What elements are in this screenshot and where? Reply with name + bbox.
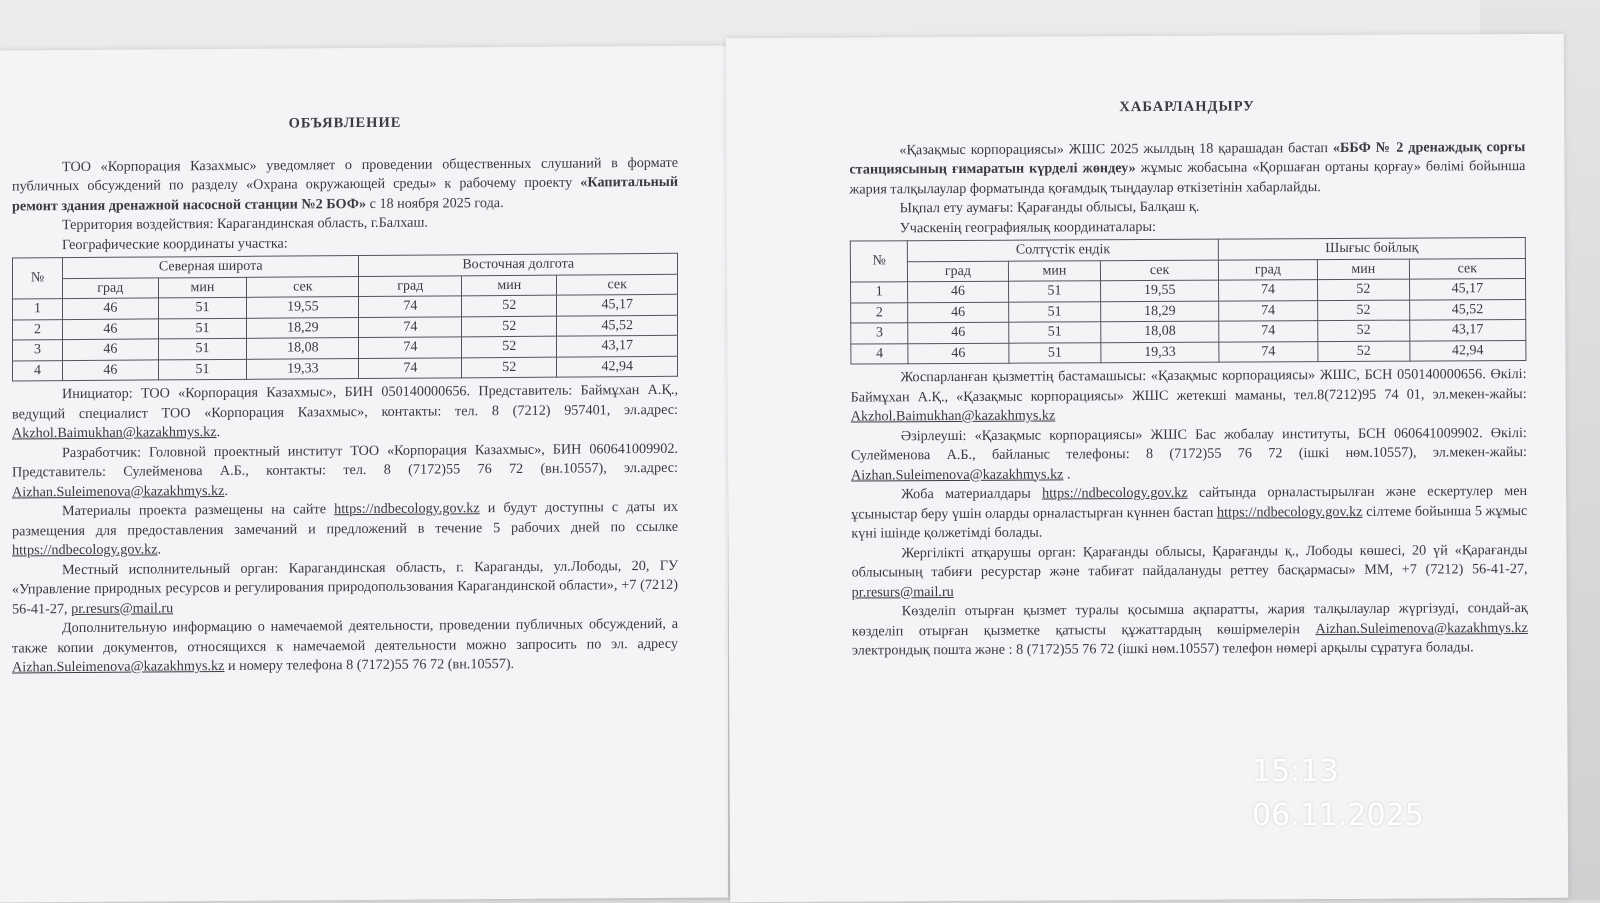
photo-timestamp-date: 06.11.2025 [1252,798,1424,833]
table-row: 1 46 51 19,55 74 52 45,17 [851,279,1526,303]
ndbecology-link[interactable]: https://ndbecology.gov.kz [1042,484,1188,502]
table-row: 3 46 51 18,08 74 52 43,17 [851,320,1526,344]
table-header-latitude: Солтүстік ендік [908,239,1219,261]
initiator-email-link[interactable]: Akzhol.Baimukhan@kazakhmys.kz [12,424,217,442]
additional-info-paragraph: Дополнительную информацию о намечаемой деятельности, проведении публичных обсуждений, а также копии документов, относящихся к намечаемой деятельности можно запросить по эл. адресу Aizhan.Suleimenova@kazakhmys.kz и номеру телефона 8 (7172)55 76 72 (вн.10557). [12,615,678,676]
initiator-email-link[interactable]: Akzhol.Baimukhan@kazakhmys.kz [850,407,1056,425]
territory-line: Ықпал ету аумағы: Қарағанды облысы, Балқаш қ. [899,198,1200,217]
table-row: 4 46 51 19,33 74 52 42,94 [851,340,1526,364]
additional-info-paragraph: Көзделіп отырған қызмет туралы қосымша ақпаратты, жария талқылаулар жүргізуді, сондай-ақ көзделіп отырған қызметке қатысты құжаттардың көшірмелерін Aizhan.Suleimenova@kazakhmys.kz электрондық пошта және : 8 (7172)55 76 72 (ішкі нөм.10557) телефон нөмері арқылы сұратуға болады. [851,600,1528,659]
developer-email-link[interactable]: Aizhan.Suleimenova@kazakhmys.kz [12,482,225,500]
coords-caption: Географические координаты участка: [62,235,288,253]
table-row: 4 46 51 19,33 74 52 42,94 [13,356,678,381]
developer-paragraph: Разработчик: Головной проектный институт ТОО «Корпорация Казахмыс», БИН 060641009902. Представитель: Сулейменова А.Б., контакты: тел. 8 (7172)55 76 72 (вн.10557), эл.адрес: Aizhan.Suleimenova@kazakhmys.kz. [12,440,678,500]
table-header-longitude: Шығыс бойлық [1218,238,1525,260]
initiator-paragraph: Жоспарланған қызметтің бастамашысы: «Қазақмыс корпорациясы» ЖШС, БСН 050140000656. Өкілі: Баймұхан А.Қ., «Қазақмыс корпорациясы» ЖШС жетекші маманы, тел.8(7212)95 74 01, эл.мекен-жайы: Akzhol.Baimukhan@kazakhmys.kz [850,366,1527,425]
table-header-min: мин [462,275,557,296]
document-russian [12,112,678,678]
ndbecology-link[interactable]: https://ndbecology.gov.kz [1216,503,1363,521]
local-authority-email-link[interactable]: pr.resurs@mail.ru [851,583,954,601]
initiator-paragraph: Инициатор: ТОО «Корпорация Казахмыс», БИН 050140000656. Представитель: Баймұхан А.Қ., ведущий специалист ТОО «Корпорация Казахмыс», контакты: тел. 8 (7212) 957401, эл.адрес: Akzhol.Baimukhan@kazakhmys.kz. [12,381,678,442]
paper-sheet-right [726,34,1569,902]
project-name: «Капитальный ремонт здания дренажной насосной станции №2 БОФ» [12,173,678,214]
intro-paragraph: «Қазақмыс корпорациясы» ЖШС 2025 жылдың 18 қарашадан бастап «ББФ № 2 дренаждық сорғы станциясының ғимаратын күрделі жөндеу» жұмыс жобасына «Қоршаған ортаны қорғау» бөлімі бойынша жария талқылаулар форматында қоғамдық тыңдаулар өткізетінін хабарлайды. [849,138,1526,198]
table-header-deg: град [1218,259,1317,280]
table-header-sec: сек [1101,260,1219,281]
document-kazakh [849,96,1528,661]
table-header-sec: сек [1409,258,1525,279]
photo-timestamp-time: 15:13 [1252,754,1339,789]
table-header-number: № [13,258,63,299]
paper-sheet-left [0,45,728,902]
developer-paragraph: Әзірлеуші: «Қазақмыс корпорациясы» ЖШС Бас жобалау институты, БСН 060641009902. Өкілі: Сулейменова А.Б., байланыс телефоны: 8 (7172)55 76 72 (ішкі нөм.10557), эл.мекен-жайы: Aizhan.Suleimenova@kazakhmys.kz . [850,424,1527,484]
table-row: 3 46 51 18,08 74 52 43,17 [13,335,678,360]
project-name: «ББФ № 2 дренаждық сорғы станциясының ғимаратын күрделі жөндеу» [849,138,1526,178]
materials-paragraph: Материалы проекта размещены на сайте https://ndbecology.gov.kz и будут доступны с даты их размещения для предоставления замечаний и предложений в течение 5 рабочих дней по ссылке https://ndbecology.gov.kz. [12,498,678,559]
coordinates-table [12,253,678,382]
table-header-deg: град [908,261,1008,282]
table-header-deg: град [63,277,159,298]
ndbecology-link[interactable]: https://ndbecology.gov.kz [12,541,158,559]
contact-email-link[interactable]: Aizhan.Suleimenova@kazakhmys.kz [12,657,225,676]
intro-paragraph: ТОО «Корпорация Казахмыс» уведомляет о проведении общественных слушаний в формате публичных обсуждений по разделу «Охрана окружающей среды» к рабочему проекту «Капитальный ремонт здания дренажной насосной станции №2 БОФ» с 18 ноября 2025 года. [12,154,678,214]
table-header-min: мин [158,277,247,298]
document-title: ОБЪЯВЛЕНИЕ [288,114,402,132]
local-authority-email-link[interactable]: pr.resurs@mail.ru [71,599,174,617]
document-title: ХАБАРЛАНДЫРУ [1119,98,1255,116]
coords-caption: Учаскенің географиялық координаталары: [899,218,1157,236]
table-header-min: мин [1317,259,1409,280]
developer-email-link[interactable]: Aizhan.Suleimenova@kazakhmys.kz [850,465,1064,484]
table-header-sec: сек [557,274,678,295]
local-authority-paragraph: Местный исполнительный орган: Карагандинская область, г. Караганды, ул.Лободы, 20, ГУ «Управление природных ресурсов и регулирования природопользования Карагандинской области», +7 (7212) 56-41-27, pr.resurs@mail.ru [12,557,678,617]
table-header-longitude: Восточная долгота [359,253,678,276]
table-header-number: № [850,241,908,282]
table-header-min: мин [1008,260,1101,281]
ndbecology-link[interactable]: https://ndbecology.gov.kz [334,500,480,518]
table-row: 2 46 51 18,29 74 52 45,52 [13,315,678,340]
materials-paragraph: Жоба материалдары https://ndbecology.gov.kz сайтында орналастырылған және ескертулер мен ұсыныстар беру үшін оларды орналастырған күннен бастап https://ndbecology.gov.kz сілтеме бойынша 5 жұмыс күні ішінде қолжетімді болады. [851,483,1528,542]
table-header-sec: сек [247,276,359,297]
contact-email-link[interactable]: Aizhan.Suleimenova@kazakhmys.kz [1315,619,1528,637]
table-header-latitude: Северная широта [63,256,359,279]
local-authority-paragraph: Жергілікті атқарушы орган: Қарағанды облысы, Қарағанды қ., Лободы көшесі, 20 үй «Қарағанды облысының табиғи ресурстар және табиғат пайдалануды реттеу басқармасы» ММ, +7 (7212) 56-41-27, pr.resurs@mail.ru [851,541,1528,601]
table-row: 1 46 51 19,55 74 52 45,17 [13,294,678,319]
territory-line: Территория воздействия: Карагандинская область, г.Балхаш. [62,214,428,234]
table-header-deg: град [359,275,462,296]
table-row: 2 46 51 18,29 74 52 45,52 [851,299,1526,323]
coordinates-table [850,237,1527,365]
